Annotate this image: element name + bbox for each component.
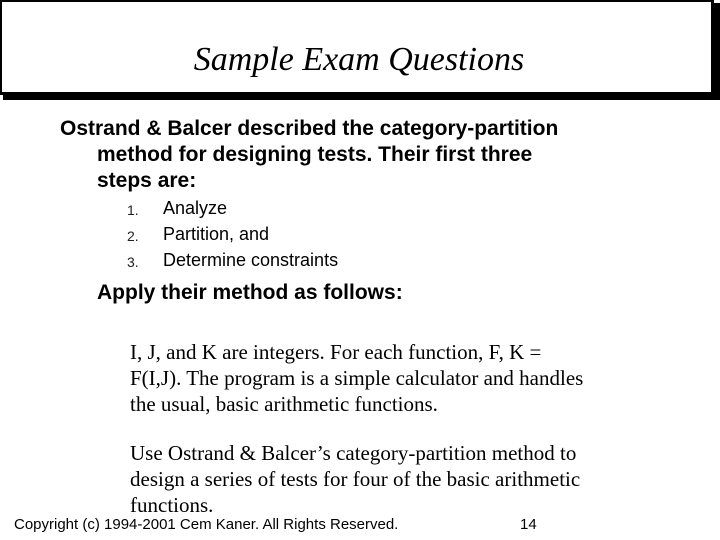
step-text: Partition, and — [163, 224, 270, 244]
apply-heading: Apply their method as follows: — [97, 281, 403, 304]
task-line-2: design a series of tests for four of the basic arithmetic — [130, 467, 581, 491]
problem-line-1: I, J, and K are integers. For each function, F, K = — [130, 340, 542, 364]
task-line-3: functions. — [130, 493, 214, 517]
intro-paragraph — [60, 116, 660, 194]
step-text: Analyze — [163, 198, 228, 218]
problem-statement — [130, 339, 690, 417]
slide-title: Sample Exam Questions — [193, 41, 525, 78]
intro-line-2: method for designing tests. Their first three — [97, 143, 533, 166]
problem-line-2: F(I,J). The program is a simple calculator and handles — [130, 366, 584, 390]
title-box-shadow — [3, 95, 720, 100]
step-text: Determine constraints — [163, 250, 339, 270]
task-statement — [130, 440, 690, 518]
title-box — [0, 0, 714, 95]
step-number: 2. — [127, 228, 139, 244]
intro-line-1: Ostrand & Balcer described the category-partition — [60, 117, 559, 140]
intro-line-3: steps are: — [97, 169, 197, 192]
copyright-footer: Copyright (c) 1994-2001 Cem Kaner. All Rights Reserved. — [14, 516, 399, 533]
step-number: 3. — [127, 254, 139, 270]
step-number: 1. — [127, 202, 139, 218]
task-line-1: Use Ostrand & Balcer’s category-partition method to — [130, 441, 577, 465]
page-number: 14 — [520, 516, 537, 533]
problem-line-3: the usual, basic arithmetic functions. — [130, 392, 438, 416]
